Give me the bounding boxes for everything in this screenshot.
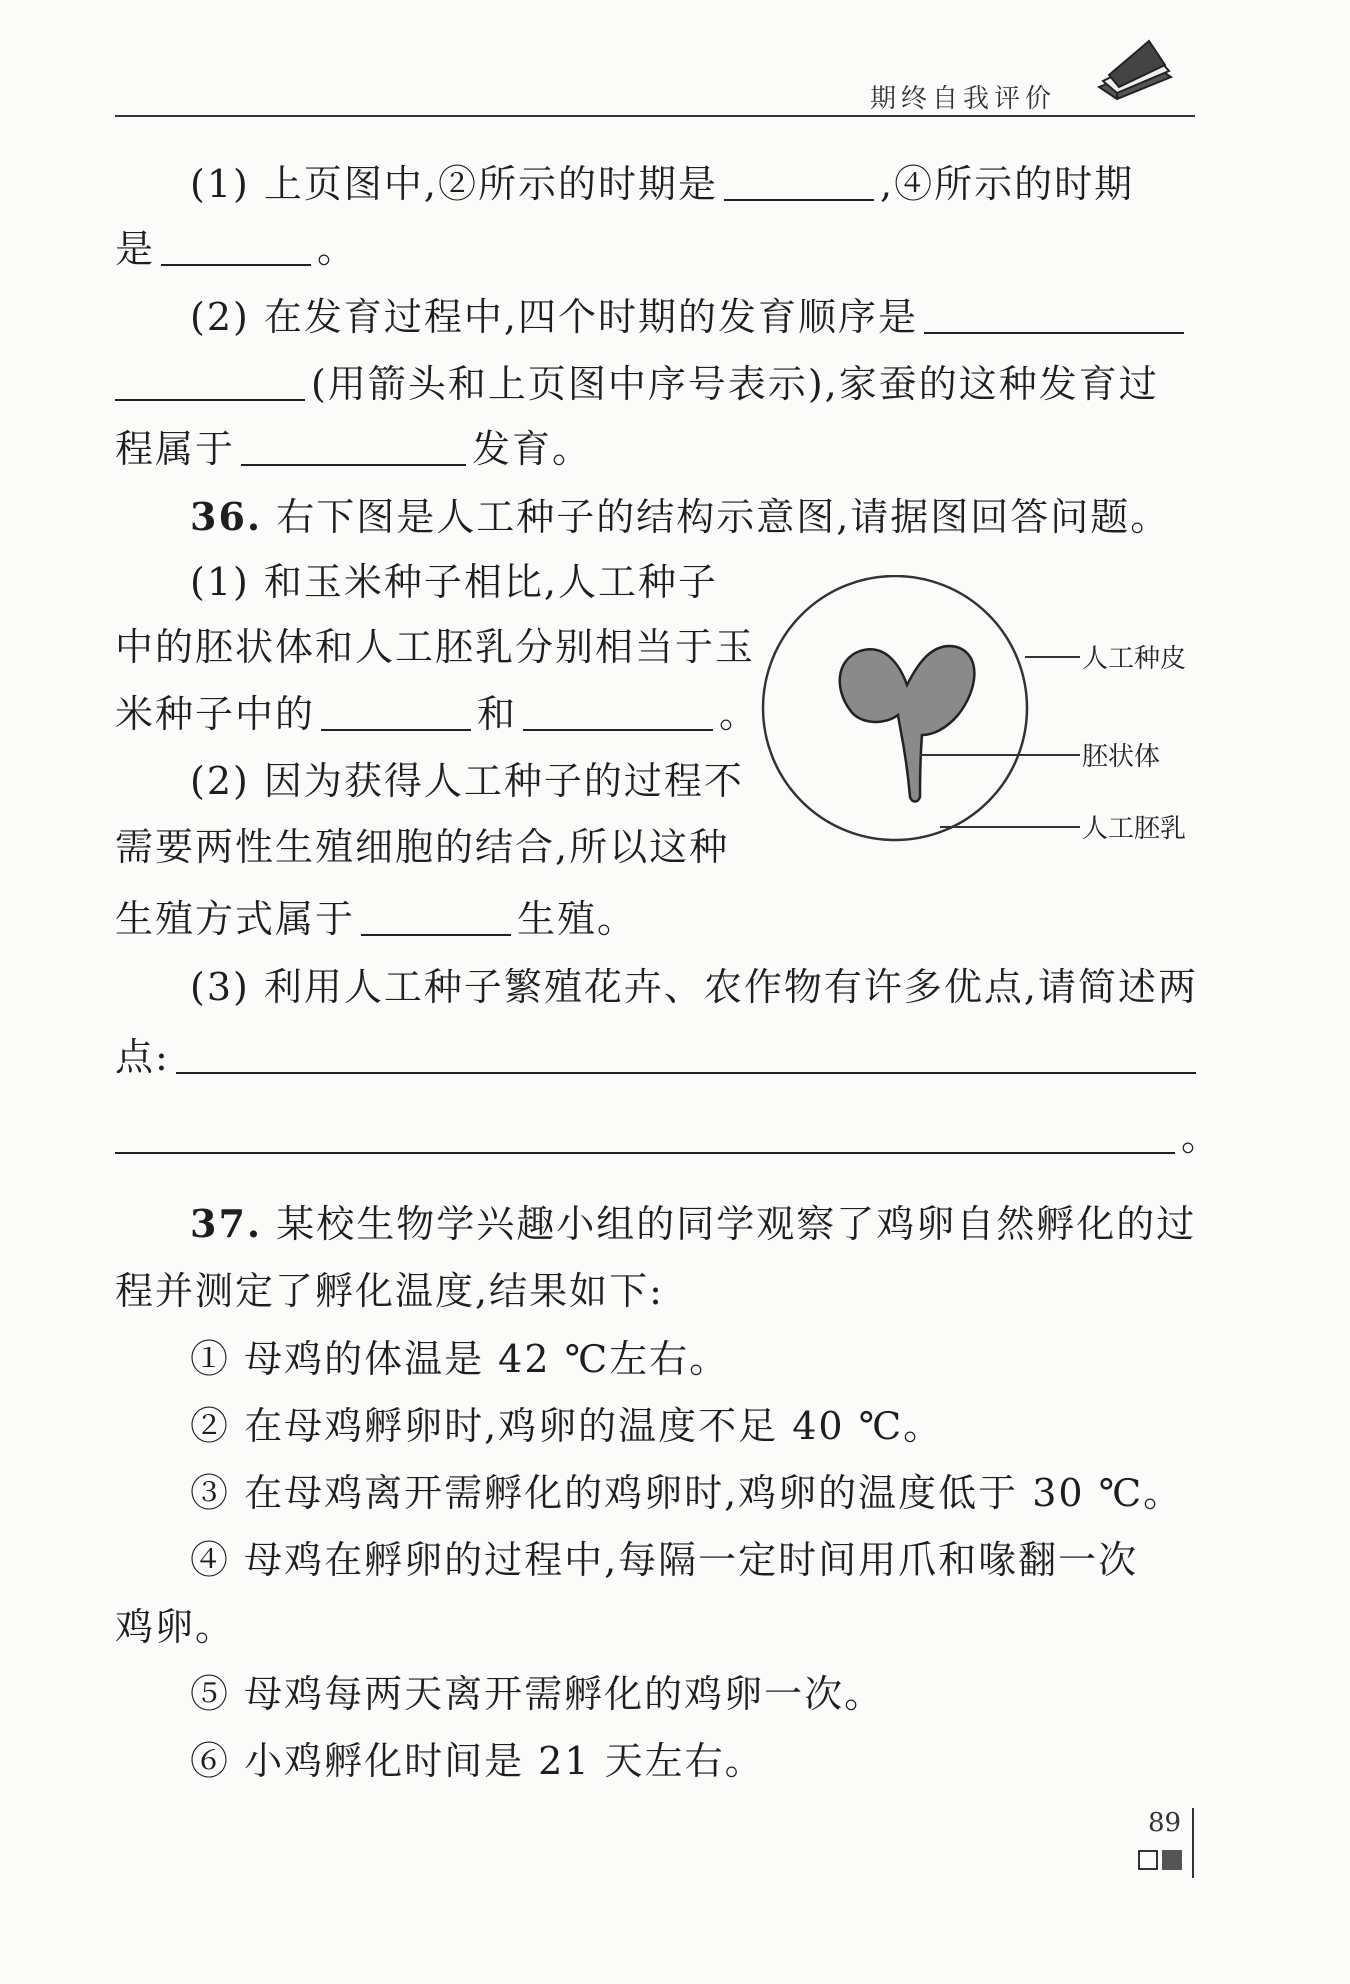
label-artificial-seed-coat: 人工种皮 (1082, 644, 1187, 674)
answer-blank[interactable] (115, 365, 305, 401)
q36-line-8: 点: (115, 1038, 1202, 1076)
q37-item: ⑥ 小鸡孵化时间是 21 天左右。 (190, 1739, 765, 1783)
q35-line-5: 程属于 发育。 (115, 427, 593, 471)
q36-line-5: 需要两性生殖细胞的结合,所以这种 (115, 825, 730, 869)
q35-line-3: (2) 在发育过程中,四个时期的发育顺序是 (190, 298, 1190, 336)
q36-line-4: (2) 因为获得人工种子的过程不 (190, 759, 744, 803)
answer-blank[interactable] (924, 298, 1184, 334)
q37-item: ③ 在母鸡离开需孵化的鸡卵时,鸡卵的温度低于 30 ℃。 (190, 1471, 1184, 1515)
q37-stem-2: 程并测定了孵化温度,结果如下: (115, 1269, 664, 1313)
filled-square-icon (1162, 1850, 1182, 1870)
question-number: 37. (190, 1201, 263, 1246)
header-rule (115, 115, 1195, 117)
answer-line[interactable] (115, 1118, 1175, 1154)
answer-blank[interactable] (361, 900, 511, 936)
q37-item: ⑤ 母鸡每两天离开需孵化的鸡卵一次。 (190, 1672, 885, 1716)
header-title: 期终自我评价 (870, 84, 1057, 114)
q36-line-2: 中的胚状体和人工胚乳分别相当于玉 (115, 625, 756, 669)
q36-stem: 36. 右下图是人工种子的结构示意图,请据图回答问题。 (190, 494, 1171, 539)
q36-line-1: (1) 和玉米种子相比,人工种子 (190, 560, 718, 604)
answer-blank[interactable] (523, 695, 713, 731)
artificial-seed-diagram (760, 575, 1200, 875)
q37-item: 鸡卵。 (115, 1605, 236, 1649)
question-number: 36. (190, 494, 263, 539)
footer-marker (1138, 1850, 1186, 1870)
q37-stem-1: 37. 某校生物学兴趣小组的同学观察了鸡卵自然孵化的过 (190, 1201, 1197, 1246)
answer-blank[interactable] (724, 165, 874, 201)
page-number: 89 (1148, 1808, 1182, 1838)
label-embryoid: 胚状体 (1082, 742, 1161, 772)
q35-line-4: (用箭头和上页图中序号表示),家蚕的这种发育过 (115, 365, 1159, 403)
empty-square-icon (1138, 1850, 1158, 1870)
q35-line-2: 是 。 (115, 227, 358, 271)
embryoid-shape (840, 646, 975, 801)
q36-line-6: 生殖方式属于 生殖。 (115, 897, 638, 941)
answer-line[interactable] (176, 1038, 1196, 1074)
answer-blank[interactable] (321, 695, 471, 731)
answer-blank[interactable] (161, 230, 311, 266)
q36-line-7: (3) 利用人工种子繁殖花卉、农作物有许多优点,请简述两 (190, 965, 1198, 1009)
q36-line-3: 米种子中的 和 。 (115, 692, 760, 736)
answer-blank[interactable] (241, 430, 466, 466)
q37-item: ④ 母鸡在孵卵的过程中,每隔一定时间用爪和喙翻一次 (190, 1538, 1139, 1582)
q35-line-1: (1) 上页图中,②所示的时期是 ,④所示的时期 (190, 162, 1135, 206)
q37-item: ② 在母鸡孵卵时,鸡卵的温度不足 40 ℃。 (190, 1404, 944, 1448)
label-artificial-endosperm: 人工胚乳 (1082, 814, 1187, 844)
q36-line-9: 。 (115, 1118, 1221, 1156)
q37-item: ① 母鸡的体温是 42 ℃左右。 (190, 1337, 730, 1381)
page-number-rule (1192, 1808, 1194, 1878)
book-icon (1095, 35, 1175, 105)
